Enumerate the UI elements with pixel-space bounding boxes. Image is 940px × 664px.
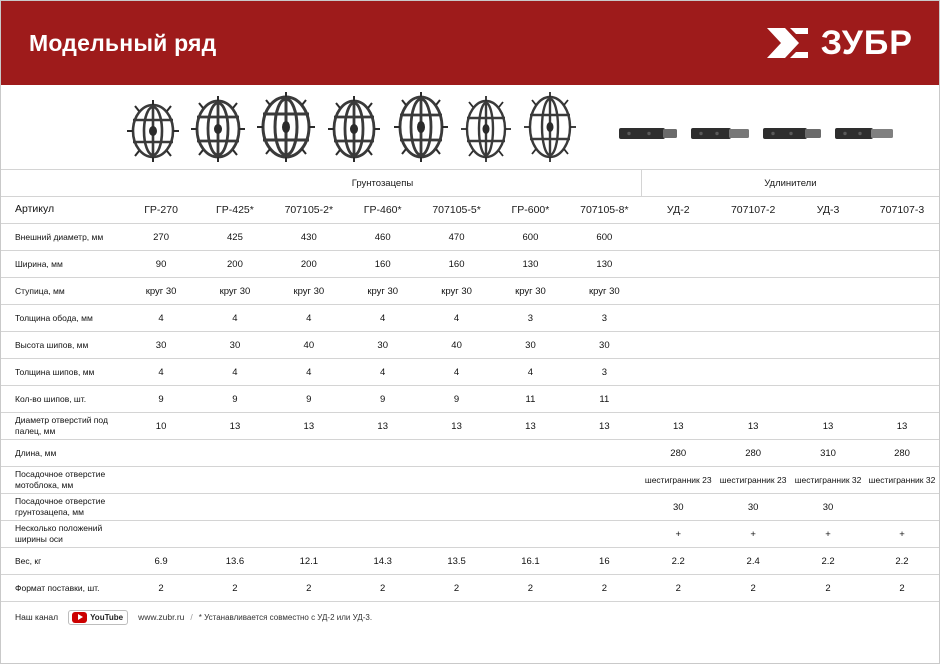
cell: 4 — [124, 305, 198, 332]
article-707105-2: 707105-2* — [272, 197, 346, 224]
cell: 12.1 — [272, 548, 346, 575]
cell — [641, 305, 715, 332]
table-row — [1, 494, 939, 521]
cell — [715, 386, 791, 413]
cell — [346, 521, 420, 548]
cell: 4 — [198, 359, 272, 386]
cell — [791, 359, 865, 386]
cell: 4 — [346, 359, 420, 386]
cell: 13 — [272, 413, 346, 440]
cell: 4 — [272, 359, 346, 386]
table-row — [1, 413, 939, 440]
cell: 600 — [494, 224, 568, 251]
cell: 2 — [865, 575, 939, 602]
article-ud-3: УД-3 — [791, 197, 865, 224]
cell: 13.6 — [198, 548, 272, 575]
cell: + — [865, 521, 939, 548]
page-header — [1, 1, 939, 85]
cell — [124, 521, 198, 548]
product-image-gr-600 — [457, 96, 515, 167]
cell — [567, 494, 641, 521]
row-label: Высота шипов, мм — [1, 332, 124, 359]
cell: 4 — [198, 305, 272, 332]
row-label-article: Артикул — [1, 197, 124, 224]
table-row — [1, 575, 939, 602]
cell — [346, 467, 420, 494]
brand-logo — [765, 24, 913, 63]
group-header-spacer — [1, 170, 124, 197]
cell — [198, 494, 272, 521]
cell: 425 — [198, 224, 272, 251]
cell: 2.2 — [641, 548, 715, 575]
cell: 4 — [346, 305, 420, 332]
cell: 3 — [494, 305, 568, 332]
row-label: Длина, мм — [1, 440, 124, 467]
product-image-strip — [1, 85, 939, 169]
cell: 9 — [198, 386, 272, 413]
row-label: Внешний диаметр, мм — [1, 224, 124, 251]
cell: круг 30 — [420, 278, 494, 305]
row-label: Вес, кг — [1, 548, 124, 575]
article-gr-270: ГР-270 — [124, 197, 198, 224]
cell: 13.5 — [420, 548, 494, 575]
cell — [865, 359, 939, 386]
cell — [791, 224, 865, 251]
cell: + — [791, 521, 865, 548]
product-image-gr-270 — [123, 100, 183, 167]
cell — [494, 494, 568, 521]
cell: круг 30 — [494, 278, 568, 305]
cell: круг 30 — [198, 278, 272, 305]
cell — [641, 278, 715, 305]
cell — [272, 494, 346, 521]
cell: шестигранник 32 — [791, 467, 865, 494]
cell — [641, 251, 715, 278]
cell: 30 — [641, 494, 715, 521]
cell — [791, 386, 865, 413]
row-label: Толщина обода, мм — [1, 305, 124, 332]
product-image-gr-425 — [187, 96, 249, 167]
cell — [715, 224, 791, 251]
cell: 430 — [272, 224, 346, 251]
cell — [420, 521, 494, 548]
product-image-707107-2 — [689, 120, 751, 151]
cell: круг 30 — [346, 278, 420, 305]
cell: 11 — [494, 386, 568, 413]
cell: 2 — [198, 575, 272, 602]
article-gr-460: ГР-460* — [346, 197, 420, 224]
specifications-table — [1, 169, 939, 602]
cell: 9 — [272, 386, 346, 413]
cell: 4 — [420, 359, 494, 386]
footer-separator: / — [190, 612, 193, 622]
extension-shaft-images — [617, 120, 895, 151]
cell: 30 — [346, 332, 420, 359]
article-707105-8: 707105-8* — [567, 197, 641, 224]
cell: 2 — [346, 575, 420, 602]
cell: 4 — [124, 359, 198, 386]
cell: 270 — [124, 224, 198, 251]
cell — [865, 494, 939, 521]
cell — [494, 521, 568, 548]
cell: 280 — [865, 440, 939, 467]
cell — [865, 251, 939, 278]
cell: 4 — [494, 359, 568, 386]
cell: 13 — [715, 413, 791, 440]
table-group-header-row — [1, 170, 939, 197]
article-707107-2: 707107-2 — [715, 197, 791, 224]
cell: 470 — [420, 224, 494, 251]
brand-name: ЗУБР — [820, 23, 913, 62]
cell: шестигранник 23 — [715, 467, 791, 494]
cell — [715, 332, 791, 359]
cell: 2 — [494, 575, 568, 602]
article-gr-425: ГР-425* — [198, 197, 272, 224]
cell: 30 — [567, 332, 641, 359]
cell — [272, 440, 346, 467]
page-footer — [1, 602, 939, 632]
table-row — [1, 467, 939, 494]
cell — [865, 332, 939, 359]
cell — [865, 278, 939, 305]
cell — [124, 440, 198, 467]
cell — [567, 467, 641, 494]
table-row — [1, 359, 939, 386]
cell: 280 — [715, 440, 791, 467]
cell: круг 30 — [567, 278, 641, 305]
cell: 2.2 — [791, 548, 865, 575]
cell: 2.4 — [715, 548, 791, 575]
product-image-ud-2 — [617, 120, 679, 151]
cell: 13 — [641, 413, 715, 440]
cell: 2 — [124, 575, 198, 602]
cell — [641, 332, 715, 359]
cell: 4 — [272, 305, 346, 332]
table-row — [1, 332, 939, 359]
cell: 14.3 — [346, 548, 420, 575]
product-image-707105-8 — [519, 92, 581, 167]
cell: 310 — [791, 440, 865, 467]
cell: 130 — [494, 251, 568, 278]
cell: 40 — [272, 332, 346, 359]
cell — [791, 332, 865, 359]
website-link[interactable]: www.zubr.ru — [138, 612, 185, 622]
article-707105-5: 707105-5* — [420, 197, 494, 224]
youtube-label: YouTube — [90, 612, 124, 622]
cell — [715, 278, 791, 305]
cell: 2 — [567, 575, 641, 602]
cell: 30 — [198, 332, 272, 359]
cell: 3 — [567, 305, 641, 332]
cell: круг 30 — [124, 278, 198, 305]
cell: 2 — [272, 575, 346, 602]
cell: 30 — [124, 332, 198, 359]
article-ud-2: УД-2 — [641, 197, 715, 224]
cell: 460 — [346, 224, 420, 251]
footnote: * Устанавливается совместно с УД-2 или УД-3. — [198, 612, 373, 622]
cell: 200 — [198, 251, 272, 278]
cell — [420, 440, 494, 467]
cell — [641, 386, 715, 413]
table-row — [1, 386, 939, 413]
cell: 2.2 — [865, 548, 939, 575]
cell: 13 — [420, 413, 494, 440]
table-row — [1, 440, 939, 467]
cell — [567, 440, 641, 467]
table-row — [1, 224, 939, 251]
article-gr-600: ГР-600* — [494, 197, 568, 224]
cell: 11 — [567, 386, 641, 413]
cell — [198, 521, 272, 548]
row-label: Диаметр отверстий под палец, мм — [1, 413, 124, 440]
cell — [865, 305, 939, 332]
row-label: Посадочное отверстие грунтозацепа, мм — [1, 494, 124, 521]
cell: 13 — [865, 413, 939, 440]
product-image-ud-3 — [761, 120, 823, 151]
cell: 40 — [420, 332, 494, 359]
cell: 2 — [715, 575, 791, 602]
cell — [865, 224, 939, 251]
cell: 2 — [420, 575, 494, 602]
cell — [715, 359, 791, 386]
row-label: Формат поставки, шт. — [1, 575, 124, 602]
cell — [272, 521, 346, 548]
cell: шестигранник 23 — [641, 467, 715, 494]
cell: 13 — [346, 413, 420, 440]
cell: 30 — [494, 332, 568, 359]
cell: 10 — [124, 413, 198, 440]
cell: 13 — [567, 413, 641, 440]
youtube-link[interactable] — [68, 610, 128, 625]
cell: 130 — [567, 251, 641, 278]
cell: 13 — [494, 413, 568, 440]
cell — [198, 467, 272, 494]
cell — [791, 305, 865, 332]
cell — [641, 359, 715, 386]
cell: 90 — [124, 251, 198, 278]
zubr-arrow-icon — [765, 24, 811, 62]
cell: круг 30 — [272, 278, 346, 305]
cell: 13 — [791, 413, 865, 440]
cell — [715, 251, 791, 278]
cell: 9 — [124, 386, 198, 413]
cell — [198, 440, 272, 467]
cell — [791, 251, 865, 278]
table-row — [1, 251, 939, 278]
row-label: Толщина шипов, мм — [1, 359, 124, 386]
product-image-707105-2 — [253, 92, 319, 167]
cell — [494, 467, 568, 494]
cell: + — [715, 521, 791, 548]
cell: 16.1 — [494, 548, 568, 575]
wheel-images — [123, 92, 581, 167]
cell: шестигранник 32 — [865, 467, 939, 494]
product-image-707105-5 — [389, 92, 453, 167]
cell: 9 — [346, 386, 420, 413]
cell — [124, 467, 198, 494]
cell: 160 — [346, 251, 420, 278]
cell — [420, 494, 494, 521]
cell — [791, 278, 865, 305]
cell: 6.9 — [124, 548, 198, 575]
table-article-row — [1, 197, 939, 224]
cell — [494, 440, 568, 467]
cell: 2 — [641, 575, 715, 602]
cell — [715, 305, 791, 332]
cell: 30 — [715, 494, 791, 521]
group-header-extensions: Удлинители — [641, 170, 939, 197]
cell: 30 — [791, 494, 865, 521]
cell: 16 — [567, 548, 641, 575]
cell — [865, 386, 939, 413]
cell: + — [641, 521, 715, 548]
table-row — [1, 278, 939, 305]
cell: 4 — [420, 305, 494, 332]
cell — [346, 494, 420, 521]
cell — [346, 440, 420, 467]
row-label: Кол-во шипов, шт. — [1, 386, 124, 413]
page-title: Модельный ряд — [29, 29, 217, 56]
article-707107-3: 707107-3 — [865, 197, 939, 224]
table-row — [1, 305, 939, 332]
cell: 600 — [567, 224, 641, 251]
cell — [641, 224, 715, 251]
cell — [420, 467, 494, 494]
row-label: Ширина, мм — [1, 251, 124, 278]
channel-label: Наш канал — [15, 612, 59, 622]
row-label: Посадочное отверстие мотоблока, мм — [1, 467, 124, 494]
cell: 3 — [567, 359, 641, 386]
table-row — [1, 548, 939, 575]
cell: 9 — [420, 386, 494, 413]
cell — [124, 494, 198, 521]
cell: 280 — [641, 440, 715, 467]
youtube-play-icon — [72, 612, 87, 623]
cell — [272, 467, 346, 494]
cell: 160 — [420, 251, 494, 278]
product-image-707107-3 — [833, 120, 895, 151]
cell: 200 — [272, 251, 346, 278]
table-row — [1, 521, 939, 548]
cell — [567, 521, 641, 548]
cell: 2 — [791, 575, 865, 602]
row-label: Несколько положений ширины оси — [1, 521, 124, 548]
row-label: Ступица, мм — [1, 278, 124, 305]
cell: 13 — [198, 413, 272, 440]
product-image-gr-460 — [323, 96, 385, 167]
group-header-grouser-wheels: Грунтозацепы — [124, 170, 641, 197]
